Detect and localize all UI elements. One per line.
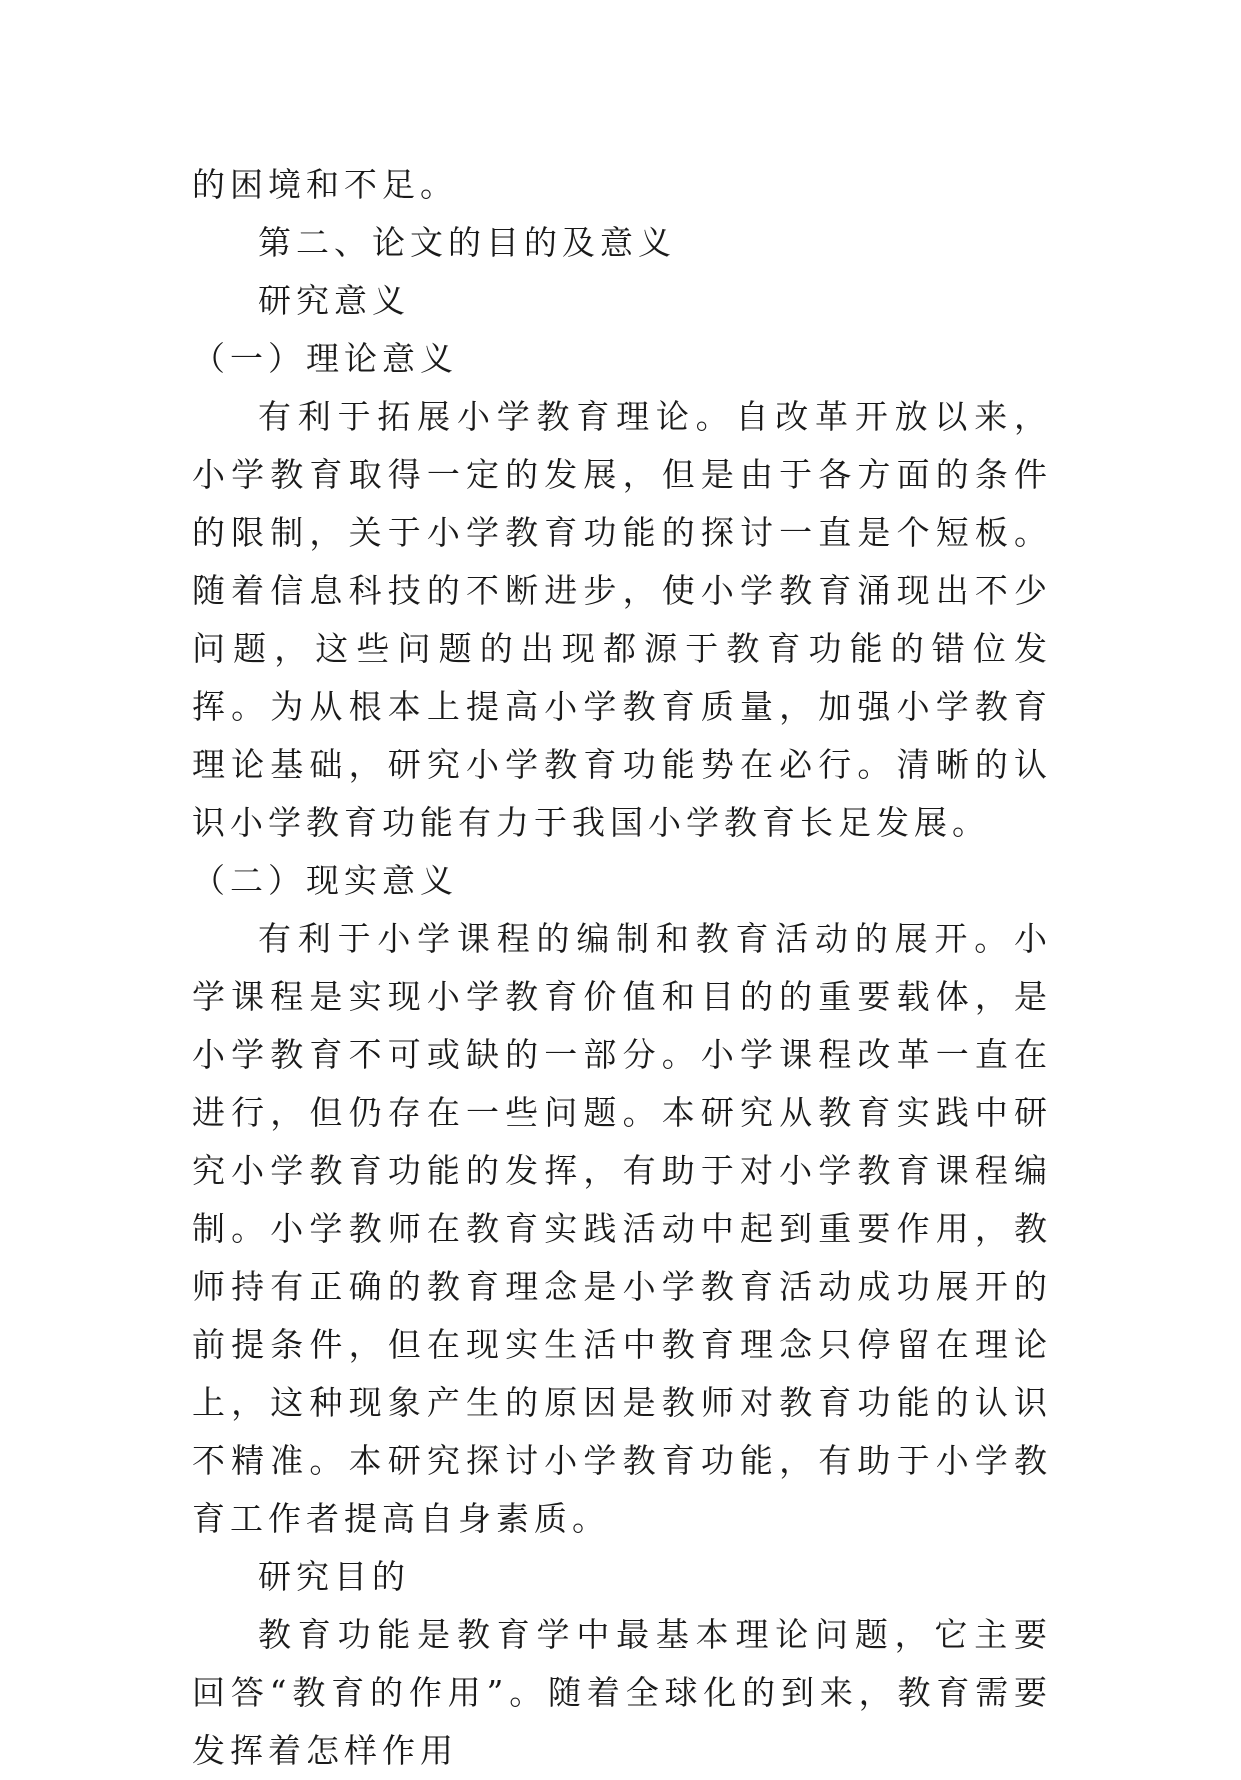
paragraph-research-purpose: 教育功能是教育学中最基本理论问题，它主要回答“教育的作用”。随着全球化的到来，教育需要发挥着怎样作用 <box>192 1615 1052 1770</box>
heading-research-significance: 研究意义 <box>258 281 410 320</box>
paragraph-continuation: 的困境和不足。 <box>192 165 458 204</box>
paragraph-practical-significance: 有利于小学课程的编制和教育活动的展开。小学课程是实现小学教育价值和目的的重要载体，是小学教育不可或缺的一部分。小学课程改革一直在进行，但仍存在一些问题。本研究从教育实践中研究小学教育功能的发挥，有助于对小学教育课程编制。小学教师在教育实践活动中起到重要作用，教师持有正确的教育理念是小学教育活动成功展开的前提条件，但在现实生活中教育理念只停留在理论上，这种现象产生的原因是教师对教育功能的认识不精准。本研究探讨小学教育功能，有助于小学教育工作者提高自身素质。 <box>192 919 1052 1538</box>
paragraph-theoretical-significance: 有利于拓展小学教育理论。自改革开放以来，小学教育取得一定的发展，但是由于各方面的条件的限制，关于小学教育功能的探讨一直是个短板。随着信息科技的不断进步，使小学教育涌现出不少问题，这些问题的出现都源于教育功能的错位发挥。为从根本上提高小学教育质量，加强小学教育理论基础，研究小学教育功能势在必行。清晰的认识小学教育功能有力于我国小学教育长足发展。 <box>192 397 1052 842</box>
heading-research-purpose: 研究目的 <box>258 1557 410 1596</box>
subheading-practical-significance: （二）现实意义 <box>192 861 458 900</box>
section-heading-purpose-and-significance: 第二、论文的目的及意义 <box>258 223 676 262</box>
document-body <box>192 156 1052 1780</box>
subheading-theoretical-significance: （一）理论意义 <box>192 339 458 378</box>
